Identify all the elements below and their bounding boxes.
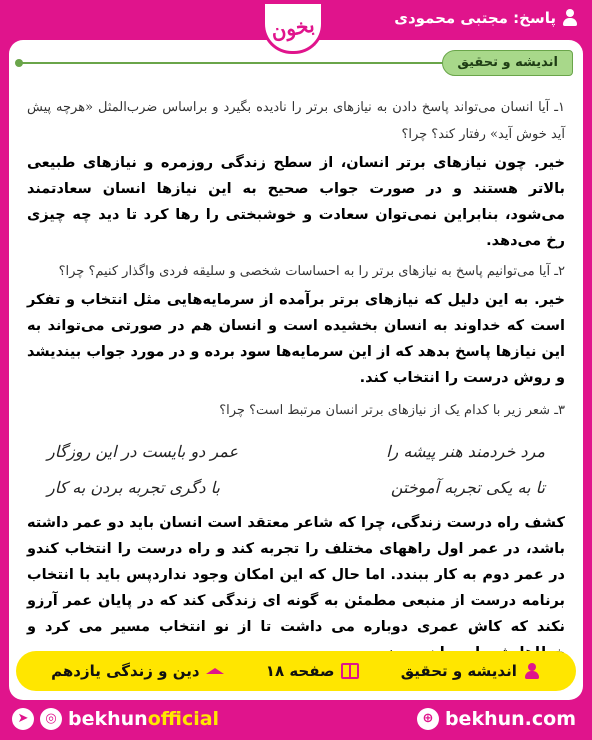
section-tab: اندیشه و تحقیق bbox=[442, 50, 573, 76]
footer-subject-text: اندیشه و تحقیق bbox=[400, 662, 517, 680]
footer-subject bbox=[401, 662, 541, 680]
poem-hemistich-3: تا به یکی تجربه آموختن bbox=[390, 478, 545, 497]
social-handle[interactable] bbox=[12, 708, 219, 730]
instagram-icon[interactable]: ◎ bbox=[40, 708, 62, 730]
globe-icon[interactable]: ⊕ bbox=[417, 708, 439, 730]
graduation-cap-icon bbox=[206, 668, 224, 674]
question-1: ۱ـ آیا انسان می‌تواند پاسخ دادن به نیازهای برتر را نادیده بگیرد و براساس ضرب‌المثل «هرچه پیش آید خوش آید» رفتار کند؟ چرا؟ bbox=[27, 100, 565, 142]
author-text: پاسخ: مجتبی محمودی bbox=[394, 9, 556, 27]
social-handle-text[interactable]: bekhunofficial bbox=[68, 708, 220, 730]
logo-text: بخون bbox=[269, 11, 317, 44]
qa-content bbox=[27, 94, 565, 666]
website-link[interactable] bbox=[417, 708, 576, 730]
book-icon bbox=[341, 663, 359, 679]
question-2: ۲ـ آیا می‌توانیم پاسخ به نیازهای برتر را به احساسات شخصی و سلیقه فردی واگذار کنیم؟ چرا؟ bbox=[58, 264, 565, 279]
footer-page-text: صفحه ۱۸ bbox=[265, 662, 335, 680]
user-icon bbox=[562, 9, 578, 27]
author-label bbox=[394, 9, 578, 27]
bottom-bar bbox=[0, 700, 592, 740]
user-icon bbox=[523, 663, 541, 679]
poem-line-2 bbox=[47, 470, 545, 506]
poem bbox=[47, 434, 545, 506]
footer-book-text: دین و زندگی یازدهم bbox=[51, 662, 200, 680]
telegram-icon[interactable]: ➤ bbox=[12, 708, 34, 730]
footer-page bbox=[266, 662, 359, 680]
footer-book bbox=[51, 662, 223, 680]
answer-2: خیر. به این دلیل که نیازهای برتر برآمده از سرمایه‌هایی مثل انتخاب و تفکر است که خداوند به انسان بخشیده است و انسان هم در صورتی می‌تواند به این نیازها پاسخ بدهد که از این سرمایه‌ها سود برده و در مورد جواب بیندیشد و روش درست را انتخاب کند. bbox=[27, 292, 565, 386]
question-3: ۳ـ شعر زیر با کدام یک از نیازهای برتر انسان مرتبط است؟ چرا؟ bbox=[219, 403, 565, 418]
website-text[interactable]: bekhun.com bbox=[444, 708, 576, 730]
poem-line-1 bbox=[47, 434, 545, 470]
poem-hemistich-1: مرد خردمند هنر پیشه را bbox=[386, 442, 545, 461]
answer-3: کشف راه درست زندگی، چرا که شاعر معتقد است انسان باید دو عمر داشته باشد، در عمر اول راههای مختلف را تجربه کند و راه درست را انتخاب کندو در عمر دوم به کار ببندد. اما حال که این امکان وجود ندارد‌پس باید با انتخاب برنامه درست از منبعی مطمئن به گونه ای زندگی کند که در پایان عمر آرزو نکند که کاش عمری دوباره می داشت تا از نو انتخاب مسیر می کرد و bbox=[27, 515, 565, 635]
poem-hemistich-4: با دگری تجربه بردن به کار bbox=[47, 478, 220, 497]
section-divider bbox=[19, 62, 453, 64]
content-card bbox=[9, 40, 583, 700]
answer-1: خیر. چون نیازهای برتر انسان، از سطح زندگی روزمره و نیازهای طبیعی بالاتر هستند و در صورت جواب صحیح به این نیازها انسان سعادتمند می‌شود، بنابراین نمی‌توان سعادت و خوشبختی را رها کرد تا دید چه چیزی رخ می‌دهد. bbox=[27, 155, 565, 249]
poem-hemistich-2: عمر دو بایست در این روزگار bbox=[47, 442, 238, 461]
footer-info bbox=[16, 651, 576, 691]
